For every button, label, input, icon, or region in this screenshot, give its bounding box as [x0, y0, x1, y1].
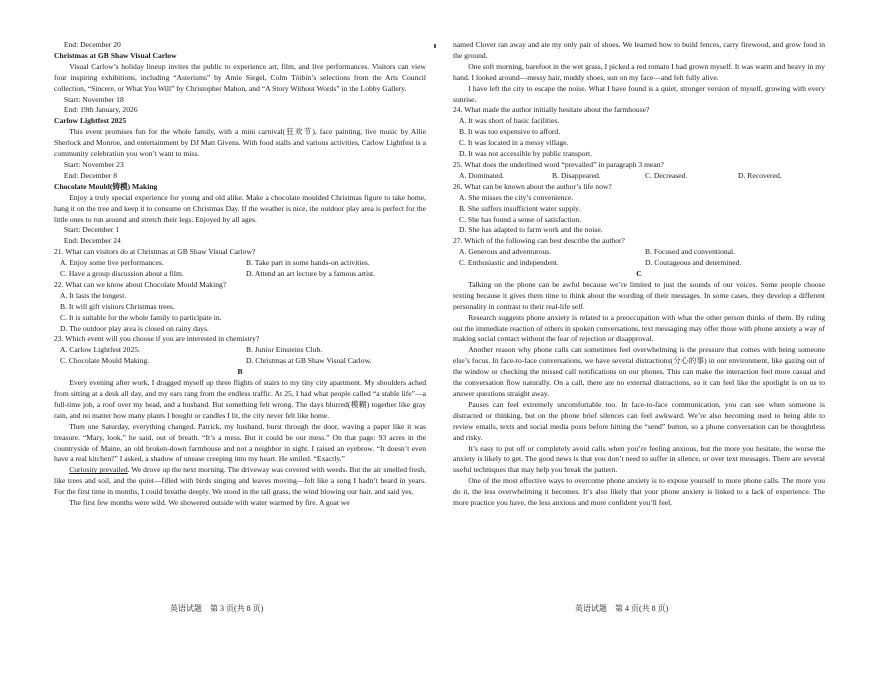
option: B. It will gift visitors Christmas trees.	[60, 301, 175, 311]
option-row	[54, 258, 426, 269]
option: A. Generous and adventurous.	[459, 247, 552, 257]
event-line: Start: November 23	[63, 159, 124, 169]
question-27	[453, 236, 825, 269]
option: D. It was not accessible by public transport.	[459, 149, 593, 159]
question-23	[54, 334, 426, 367]
option: C. It is suitable for the whole family to participate in.	[60, 312, 222, 322]
page-footer-right: 英语试题 第 4 页(共 8 页)	[575, 604, 669, 613]
paragraph: It’s easy to put off or completely avoid calls when you’re feeling anxious, but the more you hesitate, the worse the anxiety is likely to get. The good news is that you don’t need to suffer in silence, or over text messages. There are several useful techniques that may help you break the pattern.	[453, 443, 825, 475]
event-line: Enjoy a truly special experience for young and old alike. Make a chocolate moulded Christmas figure to take home, hang it on the tree and keep it to consume on Christmas Day. If the weather is nice, the outdoor play area is perfect for the little ones to run around and stretch their legs. Enjoyed by all ages.	[54, 192, 426, 224]
paragraph: One soft morning, barefoot in the wet grass, I picked a red tomato I had grown myself. It was warm and heavy in my hand. I looked around—messy hair, muddy shoes, sun on my face—and felt fully alive.	[453, 61, 825, 82]
paragraph: Every evening after work, I dragged myself up three flights of stairs to my tiny city apartment. My shoulders ached from sitting at a desk all day, and my ears rang from the endless traffic. At 25, I had what people called “a stable life”—a full-time job, a roof over my head, and a husband. But something felt wrong. The days blurred(模糊) together like gray rain, and no matter how many plants I bought or candles I lit, the city never felt like home.	[54, 378, 426, 420]
event-line: End: 19th January, 2026	[63, 105, 138, 115]
paragraph: named Clover ran away and ate my only pair of shoes. We learned how to build fences, carry firewood, and grow food in the ground.	[453, 40, 825, 60]
option: A. It was short of basic facilities.	[459, 116, 560, 126]
option: C. Have a group discussion about a film.	[60, 269, 184, 279]
right-page	[453, 40, 825, 509]
option: C. She has found a sense of satisfaction.	[459, 214, 582, 224]
option-row	[54, 356, 426, 367]
question-stem: 26. What can be known about the author’s life now?	[453, 181, 612, 191]
event-heading: Chocolate Mould(铸模) Making	[54, 181, 158, 191]
question-26	[453, 182, 825, 237]
event-line: End: December 8	[63, 170, 118, 180]
question-stem: 24. What made the author initially hesitate about the farmhouse?	[453, 105, 650, 115]
option: C. Chocolate Mould Making.	[60, 356, 150, 366]
paragraph: Then one Saturday, everything changed. Patrick, my husband, burst through the door, waving a paper like it was treasure. “Mary, look,” he said, out of breath. “It’s a mess. But it could be our mess.” On that page: 93 acres in the countryside of Maine, an old broken-down farmhouse and not a neighbor in sight. I raised an eyebrow. “It doesn’t even have a real kitchen?” I asked, a shadow of unease creeping into my heart. He smiled. “Exactly.”	[54, 421, 426, 464]
question-22	[54, 280, 426, 335]
question-stem: 23. Which event will you choose if you are interested in chemistry?	[54, 334, 260, 344]
paragraph: Research suggests phone anxiety is related to a preoccupation with what the other person thinks of them. By ruling out the immediate reaction of others in spoken conversations, text messaging may offer those with phone anxiety a way of making social contact without the fear of rejection or disapproval.	[453, 312, 825, 344]
question-stem: 22. What can we know about Chocolate Mould Making?	[54, 279, 227, 289]
page-footer-left: 英语试题 第 3 页(共 8 页)	[170, 604, 264, 613]
question-25	[453, 160, 825, 182]
option: A. Carlow Lightfest 2025.	[60, 345, 140, 355]
option: D. Attend an art lecture by a famous artist.	[246, 269, 376, 279]
question-stem: 25. What does the underlined word “prevailed” in paragraph 3 mean?	[453, 159, 664, 169]
paragraph: Talking on the phone can be awful because we’re limited to just the sounds of our voices. Some people choose texting because it gives them time to think about the wording of their messages. In some cases, they develop a different personality in contrast to their real-life self.	[453, 279, 825, 311]
option: D. Courageous and determined.	[645, 258, 742, 268]
event-line: Start: November 18	[63, 94, 124, 104]
option: B. Take part in some hands-on activities.	[246, 258, 370, 268]
option: D. The outdoor play area is closed on rainy days.	[60, 323, 209, 333]
paragraph: One of the most effective ways to overcome phone anxiety is to expose yourself to more phone calls. The more you do it, the less overwhelming it becomes. It’s also likely that your phone anxiety is linked to a lack of experience. The more practice you have, the less anxious and more confident you’ll feel.	[453, 476, 825, 508]
option: A. She misses the city’s convenience.	[459, 192, 574, 202]
option-row	[453, 247, 825, 258]
option: A. Dominated.	[459, 170, 504, 180]
option: D. Christmas at GB Shaw Visual Carlow.	[246, 356, 372, 366]
option: B. Disappeared.	[552, 170, 601, 180]
paragraph: I have left the city to escape the noise. What I have found is a quiet, stronger version of myself, growing with every sunrise.	[453, 83, 825, 104]
section-label-b: B	[237, 367, 243, 377]
underlined-word: Curiosity prevailed	[69, 465, 128, 475]
option: B. She suffers insufficient water supply.	[459, 203, 581, 213]
event-line: Start: December 1	[63, 225, 120, 235]
section-label-c: C	[636, 269, 642, 279]
option-row	[453, 171, 825, 182]
option: C. It was located in a messy village.	[459, 138, 569, 148]
question-24	[453, 105, 825, 160]
event-line: This event promises fun for the whole family, with a mini carnival(狂欢节), face painting, live music by Allie Sherlock and Monroe, and entertainment by DJ Matt Givens. With food stalls and various activities, Carlow Lightfest is a community celebration you won’t want to miss.	[54, 127, 426, 159]
event-line: End: December 20	[63, 40, 121, 49]
event-heading: Christmas at GB Shaw Visual Carlow	[54, 50, 177, 60]
question-21	[54, 247, 426, 280]
option-row	[54, 269, 426, 280]
phone-anxiety-passage	[453, 280, 825, 509]
binding-mark	[434, 44, 436, 48]
option: B. Junior Einsteins Club.	[246, 345, 323, 355]
event-line: End: December 24	[63, 236, 121, 246]
left-page	[54, 40, 426, 509]
paragraph: Curiosity prevailed. We drove up the next morning. The driveway was covered with weeds. But the air smelled fresh, like trees and soil, and the quiet—filled with birds singing and leaves moving—felt like a song I hadn’t heard in years. For the first time in months, I could breathe deeply. We stood in the tall grass, the wind blowing our hair, and said yes.	[54, 465, 426, 497]
option: B. It was too expensive to afford.	[459, 127, 561, 137]
option: D. Recovered.	[738, 170, 782, 180]
paragraph: Pauses can feel extremely uncomfortable too. In face-to-face communication, you can see when someone is distracted or thinking, but on the phone brief silences can feel awkward. We’re also becoming used to being able to review emails, texts and social media posts before hitting the “send” button, so a phone conversation can be thoughtless and risky.	[453, 399, 825, 442]
question-stem: 27. Which of the following can best describe the author?	[453, 236, 625, 246]
option: A. It lasts the longest.	[60, 290, 127, 300]
option: C. Enthusiastic and independent.	[459, 258, 559, 268]
option: D. She has adapted to farm work and the noise.	[459, 225, 603, 235]
option: B. Focused and conventional.	[645, 247, 736, 257]
option: C. Decreased.	[645, 170, 688, 180]
paragraph: Another reason why phone calls can sometimes feel overwhelming is the pressure that comes with being someone else’s focus. In face-to-face conversations, we have several distractions(分心的事) in our environment, like gazing out of the window or checking the missed call notifications on our phones. This can make the interaction feel more casual and the conversation flow naturally. On a call, there are no external distractions, so it can feel like the spotlight is on us to answer questions straight away.	[453, 345, 825, 398]
event-heading: Carlow Lightfest 2025	[54, 116, 127, 126]
option-row	[453, 258, 825, 269]
event-listing	[54, 40, 426, 247]
paragraph: The first few months were wild. We showered outside with water warmed by fire. A goat we	[69, 498, 350, 508]
story-passage	[54, 378, 426, 509]
question-stem: 21. What can visitors do at Christmas at GB Shaw Visual Carlow?	[54, 247, 256, 257]
option: A. Enjoy some live performances.	[60, 258, 164, 268]
option-row	[54, 345, 426, 356]
event-line: Visual Carlow’s holiday lineup invites the public to experience art, film, and live performances. Visitors can view four inspiring exhibitions, including “Asterisms” by Amie Siegel, Colm Tóibín’s selections from the Arts Council collection, “Sincere, or What You Will” by Christopher Mahon, and “A Story Without Words” in the Lobby Gallery.	[54, 61, 426, 93]
